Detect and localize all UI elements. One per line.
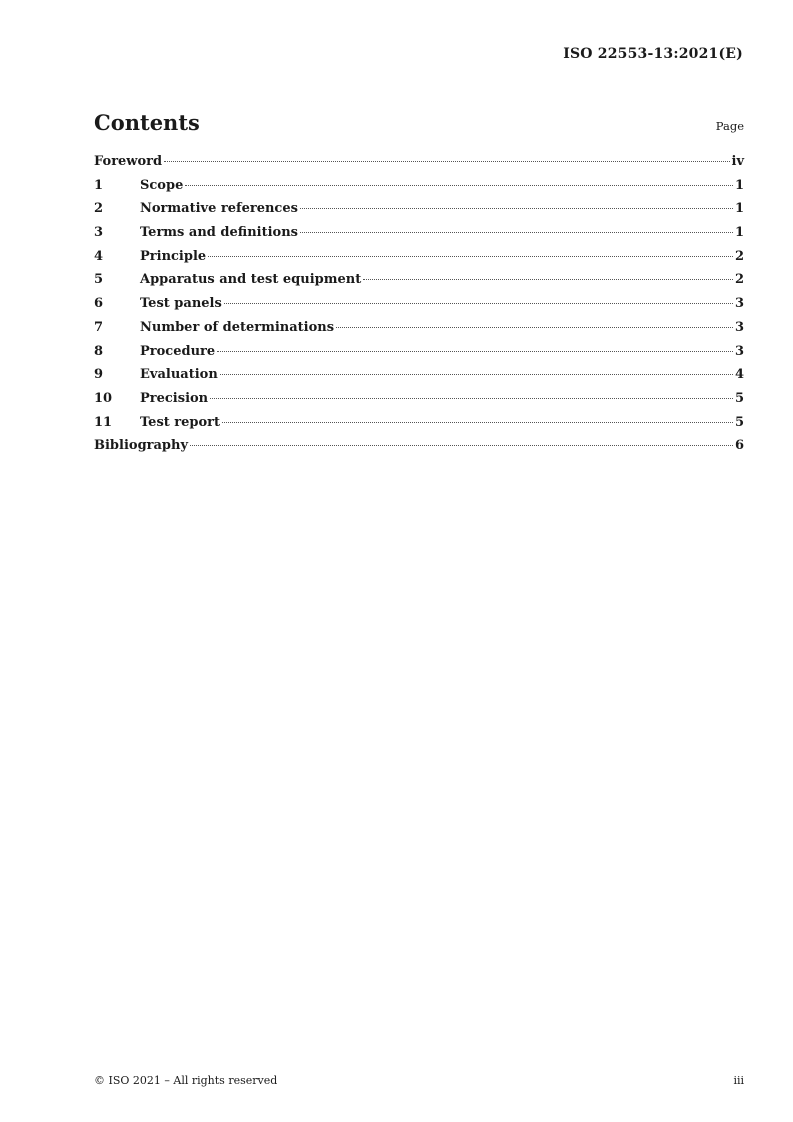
toc-entry-number: 6 <box>94 296 104 312</box>
document-id: ISO 22553-13:2021(E) <box>563 46 743 62</box>
toc-entry-number: 2 <box>94 201 104 217</box>
page-column-label: Page <box>715 119 744 133</box>
toc-entry-apparatus[interactable] <box>94 272 744 296</box>
toc-dot-leader <box>220 374 733 375</box>
toc-entry-test-report[interactable] <box>94 415 744 439</box>
toc-entry-page: 1 <box>734 177 744 193</box>
toc-entry-page: 1 <box>734 201 744 217</box>
toc-entry-title: Foreword <box>94 154 163 169</box>
toc-entry-title: Test report <box>140 414 221 430</box>
toc-entry-evaluation[interactable] <box>94 367 744 391</box>
toc-entry-principle[interactable] <box>94 249 744 273</box>
toc-entry-page: 5 <box>734 414 744 430</box>
toc-entry-title: Terms and definitions <box>140 225 298 241</box>
toc-entry-normative-references[interactable] <box>94 201 744 225</box>
toc-entry-scope[interactable] <box>94 178 744 202</box>
toc-entry-page: 1 <box>734 225 744 241</box>
toc-entry-title: Procedure <box>140 343 216 359</box>
toc-dot-leader <box>164 161 729 162</box>
toc-entry-foreword[interactable] <box>94 154 744 178</box>
toc-entry-page: 3 <box>734 343 744 359</box>
contents-header <box>94 110 744 135</box>
toc-entry-number: 7 <box>94 319 104 335</box>
toc-entry-page: 2 <box>734 272 744 288</box>
toc-entry-number: 5 <box>94 272 104 288</box>
toc-entry-procedure[interactable] <box>94 344 744 368</box>
toc-dot-leader <box>190 445 733 446</box>
toc-dot-leader <box>222 422 733 423</box>
toc-entry-title: Number of determinations <box>140 319 335 335</box>
toc-entry-title: Precision <box>140 390 209 406</box>
toc-entry-terms-and-definitions[interactable] <box>94 225 744 249</box>
toc-entry-page: 2 <box>734 248 744 264</box>
toc-entry-number: 1 <box>94 177 104 193</box>
toc-entry-title: Evaluation <box>140 367 218 383</box>
toc-entry-number: 10 <box>94 390 113 406</box>
toc-entry-page: 4 <box>734 367 744 383</box>
toc-dot-leader <box>210 398 733 399</box>
toc-dot-leader <box>363 279 733 280</box>
toc-entry-title: Bibliography <box>94 438 189 454</box>
toc-entry-title: Scope <box>140 177 184 193</box>
toc-entry-page: 3 <box>734 319 744 335</box>
toc-entry-bibliography[interactable] <box>94 438 744 462</box>
toc-entry-number-of-determinations[interactable] <box>94 320 744 344</box>
page-number: iii <box>733 1074 744 1087</box>
toc-dot-leader <box>224 303 733 304</box>
table-of-contents <box>94 154 744 462</box>
toc-entry-page: 3 <box>734 296 744 312</box>
toc-entry-page: 5 <box>734 390 744 406</box>
toc-entry-number: 11 <box>94 414 113 430</box>
toc-entry-title: Normative references <box>140 201 298 217</box>
toc-entry-number: 4 <box>94 248 104 264</box>
toc-entry-number: 9 <box>94 367 104 383</box>
toc-dot-leader <box>336 327 733 328</box>
toc-dot-leader <box>185 185 733 186</box>
toc-entry-precision[interactable] <box>94 391 744 415</box>
toc-entry-test-panels[interactable] <box>94 296 744 320</box>
copyright-notice: © ISO 2021 – All rights reserved <box>94 1074 278 1087</box>
page-footer <box>94 1074 744 1087</box>
toc-dot-leader <box>300 232 733 233</box>
toc-dot-leader <box>300 208 733 209</box>
toc-entry-title: Apparatus and test equipment <box>140 272 362 288</box>
toc-entry-title: Test panels <box>140 296 222 312</box>
toc-entry-number: 3 <box>94 225 104 241</box>
toc-entry-page: iv <box>731 154 744 169</box>
toc-entry-page: 6 <box>734 438 744 454</box>
contents-title: Contents <box>94 110 200 135</box>
toc-dot-leader <box>217 351 733 352</box>
toc-entry-title: Principle <box>140 248 207 264</box>
toc-dot-leader <box>208 256 733 257</box>
toc-entry-number: 8 <box>94 343 104 359</box>
